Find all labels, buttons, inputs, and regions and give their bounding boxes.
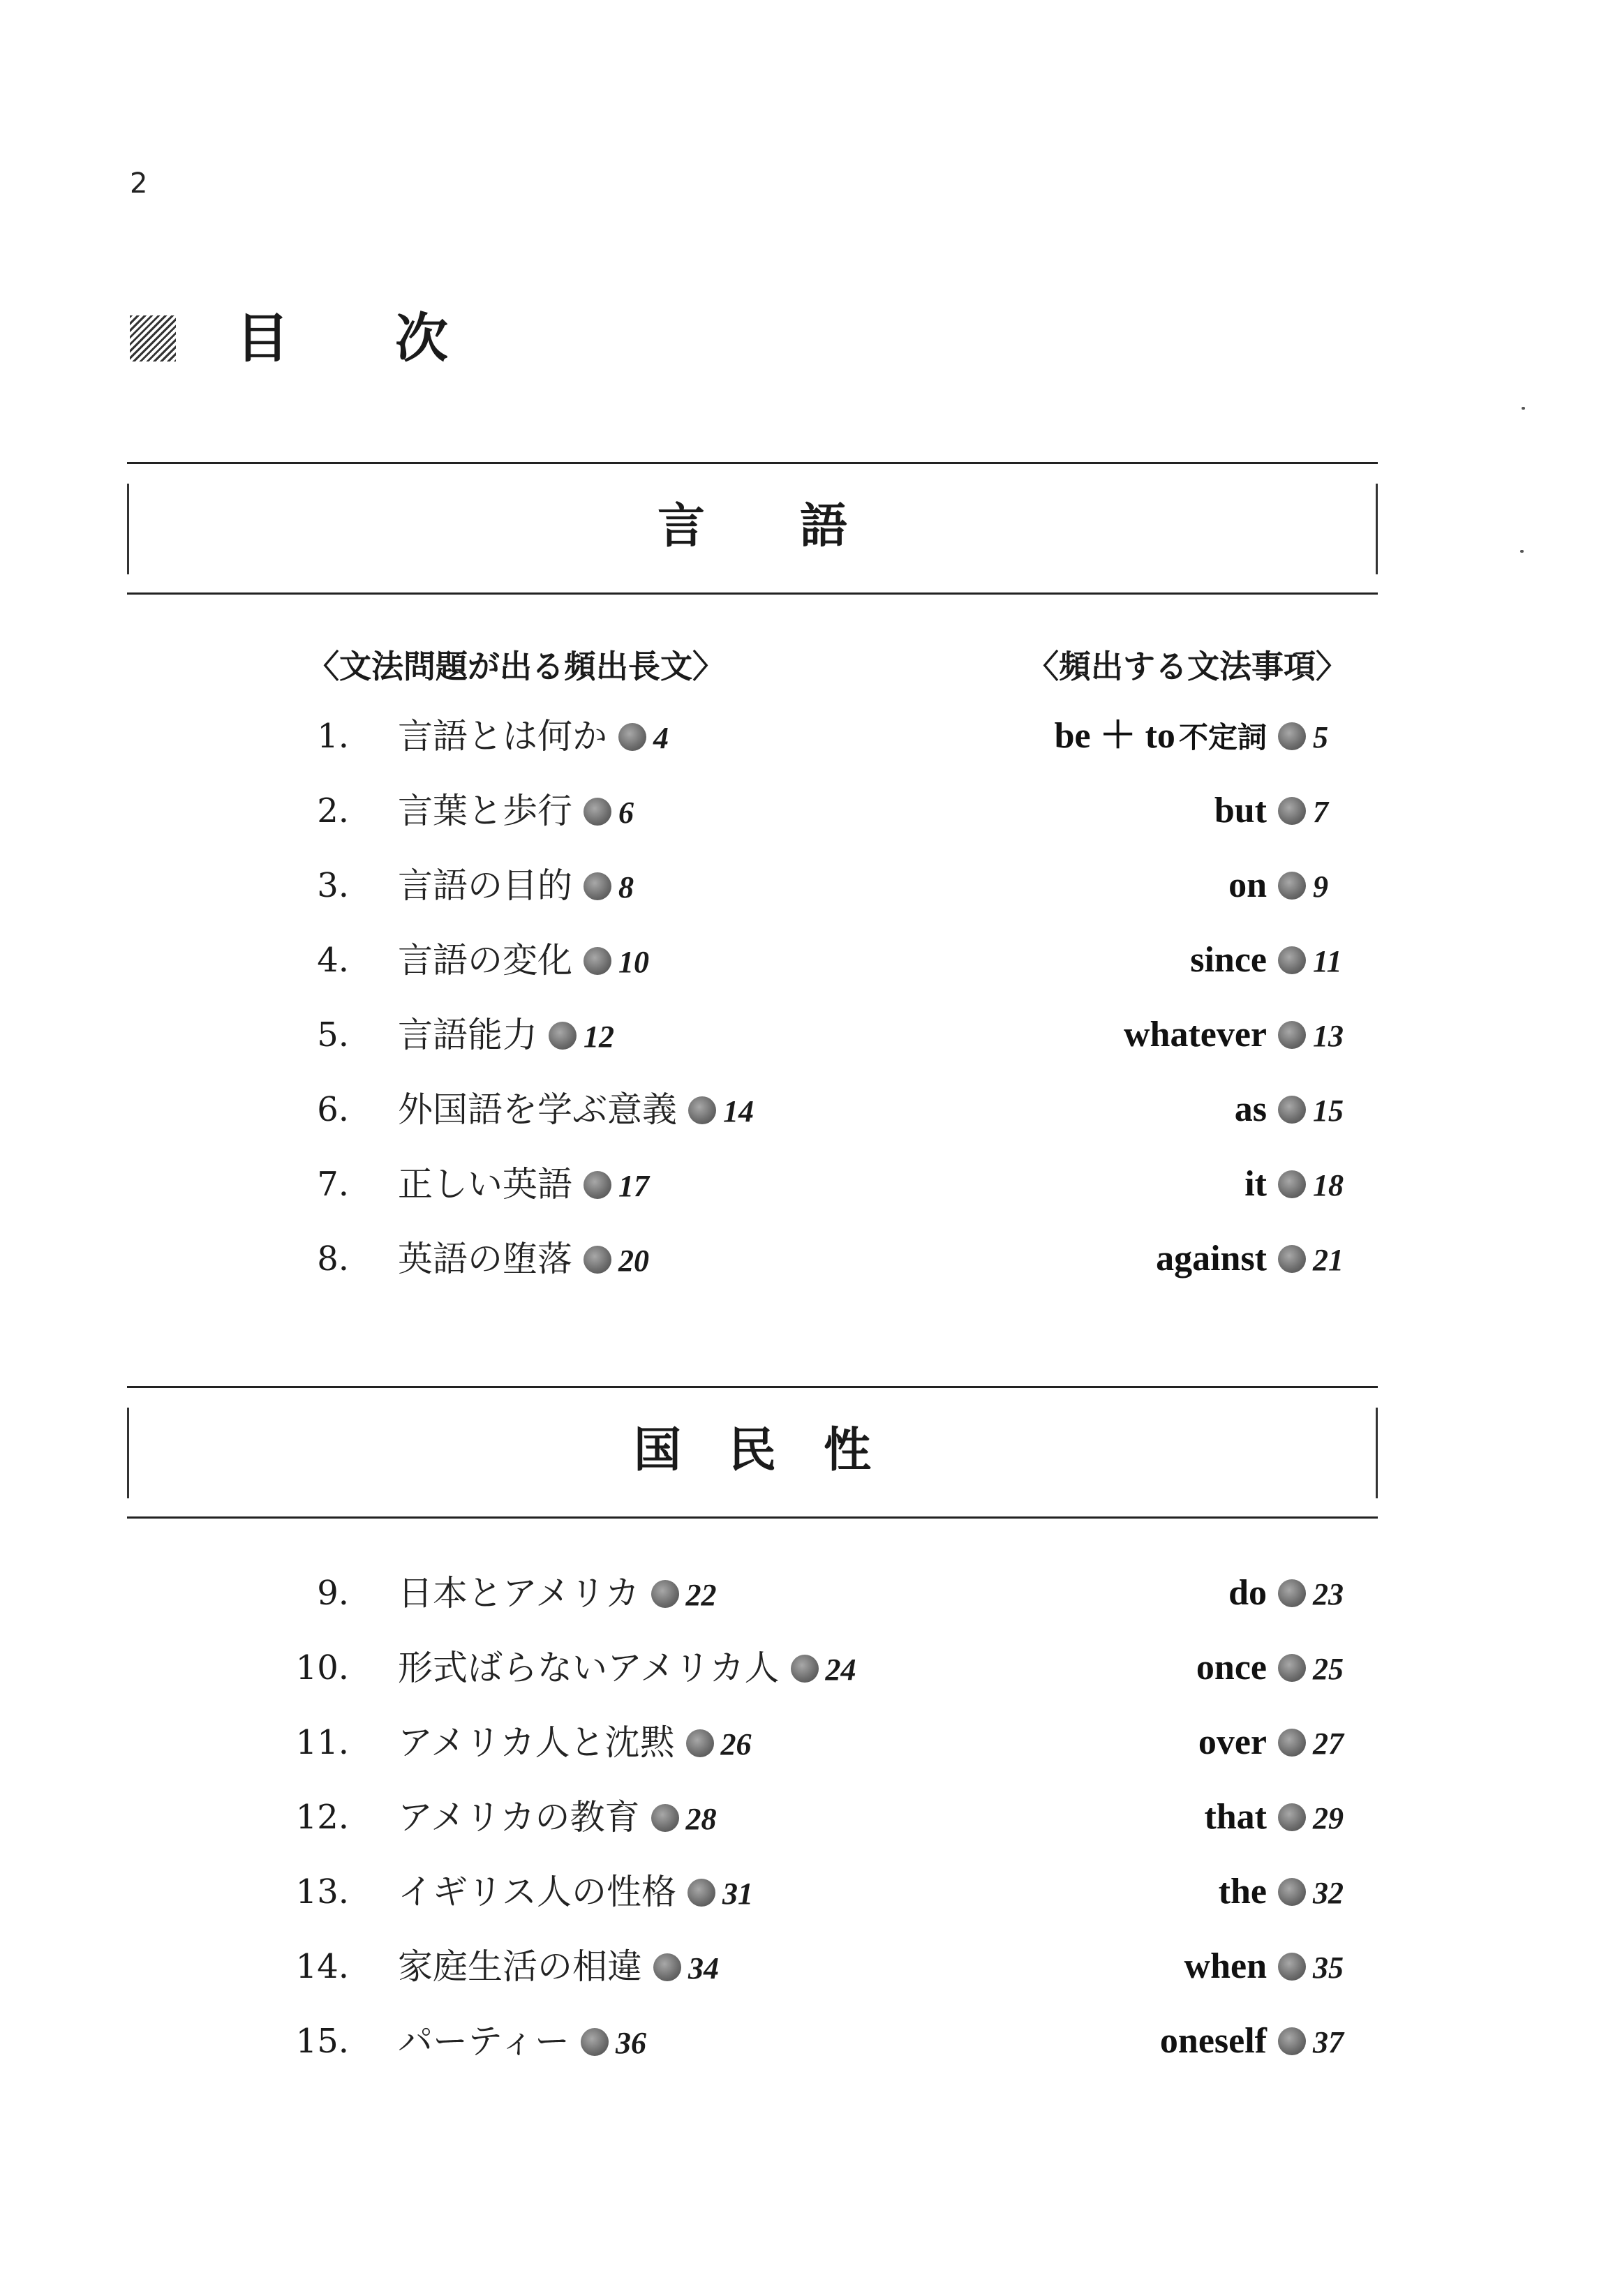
toc-row [0,858,1613,914]
bullet-dot-icon [1278,1953,1306,1981]
item-page-ref: 28 [685,1802,717,1836]
item-page-ref: 6 [618,796,634,830]
item-number: 9. [317,1574,349,1613]
bullet-dot-icon [686,1729,714,1757]
item-number: 8. [317,1239,349,1279]
item-entry [398,708,688,773]
item-entry [398,1715,756,1779]
item-page-ref: 34 [688,1951,719,1985]
item-page-ref: 17 [618,1169,649,1203]
item-entry [398,1156,653,1221]
bullet-dot-icon [1278,1729,1306,1757]
grammar-page-ref: 11 [1313,944,1342,978]
grammar-topic: that [1204,1797,1267,1837]
grammar-topic: as [1234,1089,1267,1129]
grammar-page-ref: 37 [1313,2025,1344,2059]
grammar-page-ref: 35 [1313,1951,1344,1985]
grammar-page-ref: 23 [1313,1577,1344,1611]
grammar-topic: when [1184,1946,1267,1986]
item-page-ref: 22 [685,1578,717,1612]
bullet-dot-icon [1278,722,1306,750]
grammar-entry [1055,708,1348,772]
grammar-topic: since [1190,940,1267,980]
item-title: 言語の目的 [398,865,572,906]
bullet-dot-icon [583,798,611,826]
grammar-topic-suffix: 不定詞 [1178,720,1267,754]
grammar-entry [1160,2013,1348,2077]
item-entry [398,932,653,997]
bullet-dot-icon [1278,1803,1306,1831]
grammar-topic: oneself [1159,2021,1267,2061]
grammar-page-ref: 13 [1313,1019,1344,1053]
grammar-page-ref: 27 [1313,1727,1344,1761]
item-page-ref: 8 [618,870,634,904]
item-number: 7. [317,1165,349,1204]
section-title: 国 民 性 [633,1423,871,1478]
grammar-page-ref: 25 [1313,1652,1344,1686]
page-number: 2 [130,167,148,200]
item-title: 正しい英語 [398,1164,572,1205]
item-number: 13. [295,1872,349,1911]
item-entry [398,1565,721,1630]
toc-row [0,1565,1613,1621]
grammar-entry [1190,932,1348,996]
item-page-ref: 12 [583,1020,614,1054]
bullet-dot-icon [1278,946,1306,974]
toc-row [0,1715,1613,1771]
bullet-dot-icon [583,1246,611,1274]
item-number: 14. [295,1947,349,1986]
bullet-dot-icon [1278,797,1306,825]
bullet-dot-icon [583,947,611,975]
item-entry [398,1082,758,1146]
bullet-dot-icon [1278,1579,1306,1607]
item-entry [398,1640,861,1704]
grammar-topic: but [1214,791,1267,830]
grammar-entry [1219,1864,1348,1928]
item-page-ref: 4 [653,721,669,755]
scan-speck [1522,407,1525,410]
item-title: 日本とアメリカ [398,1573,640,1613]
grammar-page-ref: 5 [1313,720,1328,754]
toc-row [0,783,1613,839]
bullet-dot-icon [1278,1170,1306,1198]
bullet-dot-icon [583,872,611,900]
item-title: 英語の堕落 [398,1239,572,1279]
toc-row [0,1939,1613,1995]
bullet-dot-icon [1278,2027,1306,2055]
item-number: 11. [295,1723,349,1762]
bullet-dot-icon [1278,1878,1306,1906]
item-title: 形式ばらないアメリカ人 [398,1648,780,1688]
item-entry [398,783,653,847]
bullet-dot-icon [653,1953,681,1981]
grammar-entry [1156,1231,1348,1295]
bullet-dot-icon [618,723,646,751]
item-entry [398,1007,618,1071]
item-number: 10. [295,1648,349,1687]
toc-row [0,1231,1613,1287]
column-header-right: 〈頻出する文法事項〉 [1027,648,1348,685]
item-entry [398,2013,651,2078]
grammar-topic: against [1156,1239,1267,1279]
item-entry [398,1864,757,1928]
item-title: パーティー [398,2021,570,2062]
grammar-topic: be ＋ to [1054,716,1175,756]
item-entry [398,1789,721,1854]
grammar-entry [1184,1939,1348,2002]
toc-row [0,1082,1613,1138]
item-title: アメリカの教育 [398,1797,640,1837]
item-page-ref: 24 [825,1653,856,1687]
grammar-entry [1244,1156,1348,1220]
bullet-dot-icon [1278,872,1306,900]
grammar-entry [1228,858,1348,921]
item-entry [398,1939,723,2003]
item-page-ref: 10 [618,945,649,979]
bullet-dot-icon [1278,1654,1306,1682]
toc-row [0,1789,1613,1845]
grammar-entry [1124,1007,1348,1071]
item-title: 言語の変化 [398,940,572,981]
item-number: 6. [317,1090,349,1129]
grammar-page-ref: 32 [1313,1876,1344,1910]
item-number: 5. [317,1015,349,1054]
item-page-ref: 26 [720,1727,752,1761]
item-entry [398,1231,653,1295]
section-box-language [127,462,1378,595]
toc-row [0,708,1613,764]
bullet-dot-icon [651,1804,679,1832]
grammar-topic: once [1196,1648,1267,1687]
column-header-left: 〈文法問題が出る頻出長文〉 [307,648,724,685]
toc-heading-char-2: 次 [395,307,448,369]
heading-mark [130,315,176,361]
grammar-topic: it [1244,1164,1267,1204]
bullet-dot-icon [651,1580,679,1608]
item-page-ref: 14 [723,1094,754,1128]
item-number: 2. [317,791,349,830]
item-title: 家庭生活の相違 [398,1946,642,1987]
grammar-entry [1204,1789,1348,1853]
grammar-topic: over [1198,1722,1267,1762]
section-box-national-character [127,1386,1378,1519]
grammar-entry [1198,1715,1348,1778]
item-page-ref: 31 [722,1877,753,1911]
grammar-page-ref: 15 [1313,1094,1344,1128]
grammar-topic: whatever [1123,1015,1267,1054]
bullet-dot-icon [688,1096,716,1124]
item-entry [398,858,653,922]
toc-row [0,1864,1613,1920]
grammar-topic: the [1218,1872,1267,1911]
toc-heading-char-1: 目 [236,307,289,369]
item-page-ref: 36 [616,2026,646,2060]
bullet-dot-icon [583,1171,611,1199]
item-number: 12. [295,1798,349,1837]
toc-row [0,932,1613,988]
bullet-dot-icon [549,1022,577,1050]
bullet-dot-icon [687,1879,715,1907]
item-number: 1. [317,717,349,756]
grammar-entry [1235,1082,1348,1145]
bullet-dot-icon [791,1655,819,1683]
item-title: アメリカ人と沈黙 [398,1722,675,1763]
item-number: 4. [317,941,349,980]
bullet-dot-icon [581,2028,609,2056]
item-title: 言葉と歩行 [398,791,572,831]
toc-row [0,1640,1613,1696]
toc-row [0,1007,1613,1063]
grammar-entry [1214,783,1348,847]
grammar-page-ref: 9 [1313,870,1328,904]
bullet-dot-icon [1278,1096,1306,1124]
bullet-dot-icon [1278,1021,1306,1049]
grammar-entry [1228,1565,1348,1629]
toc-row [0,1156,1613,1212]
bullet-dot-icon [1278,1245,1306,1273]
grammar-page-ref: 21 [1313,1243,1344,1277]
item-number: 3. [317,866,349,905]
section-title: 言 語 [657,499,847,554]
grammar-page-ref: 29 [1313,1801,1344,1835]
item-title: 外国語を学ぶ意義 [398,1089,677,1130]
item-title: 言語能力 [398,1015,537,1055]
grammar-page-ref: 18 [1313,1168,1344,1202]
item-page-ref: 20 [618,1244,649,1278]
grammar-topic: on [1228,865,1267,905]
grammar-entry [1196,1640,1348,1704]
grammar-topic: do [1228,1573,1267,1613]
scan-speck [1520,550,1524,553]
item-title: イギリス人の性格 [398,1872,676,1912]
grammar-page-ref: 7 [1313,795,1328,829]
item-title: 言語とは何か [398,716,607,756]
item-number: 15. [295,2022,349,2061]
toc-row [0,2013,1613,2069]
